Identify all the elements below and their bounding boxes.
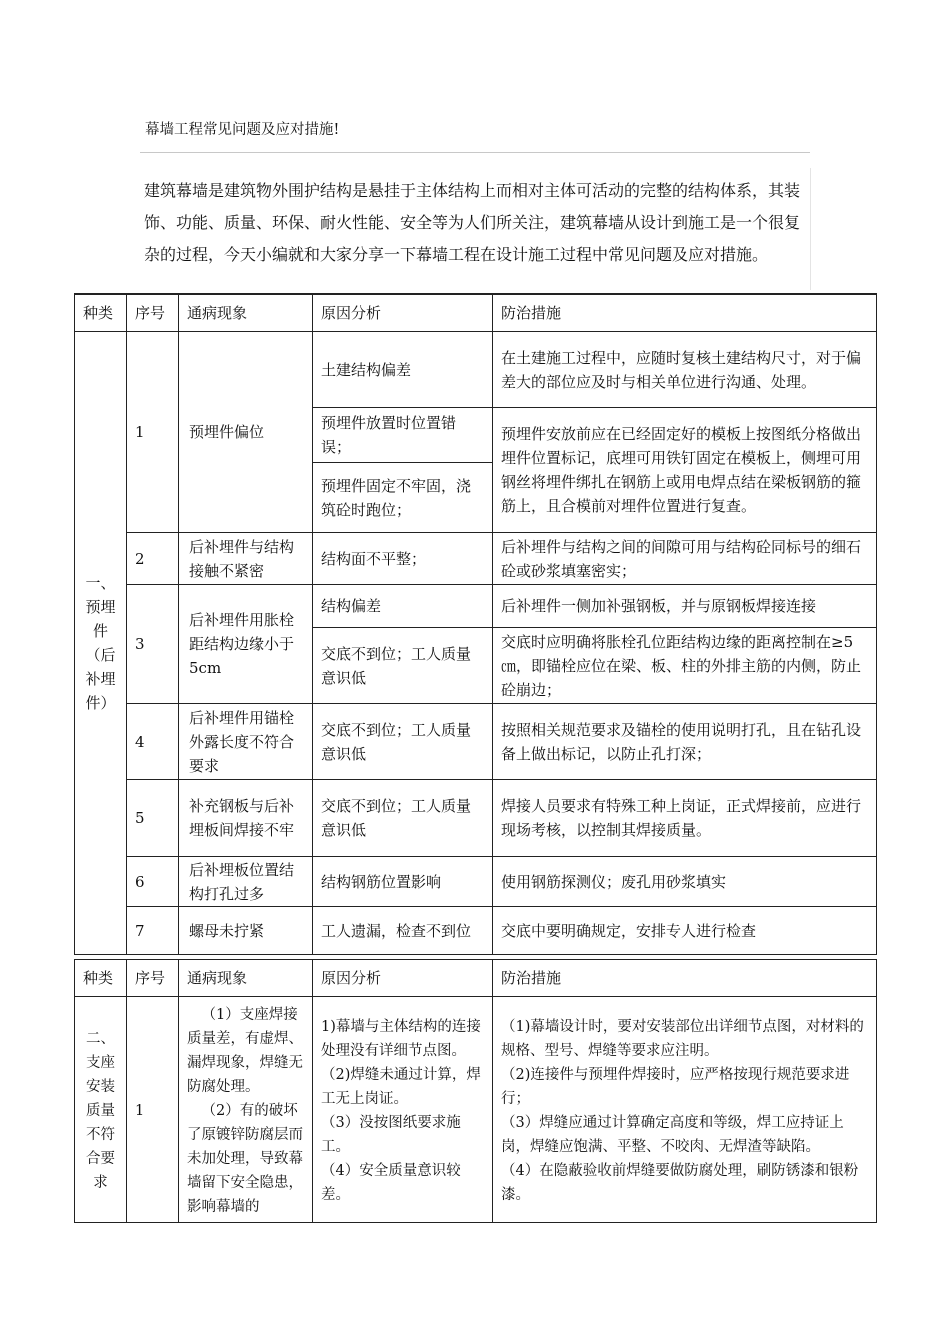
table-row [75, 907, 877, 955]
cause-cell: 交底不到位；工人质量意识低 [313, 780, 493, 857]
measure-cell: 使用钢筋探测仪；废孔用砂浆填实 [493, 857, 877, 907]
cause-cell [313, 997, 493, 1223]
defect-cell: 后补埋件用胀栓距结构边缘小于 5cm [179, 585, 313, 704]
row-number: 6 [127, 857, 179, 907]
table-row [75, 332, 877, 408]
measure-item: （4）在隐蔽验收前焊缝要做防腐处理，刷防锈漆和银粉漆。 [501, 1162, 859, 1203]
row-number: 7 [127, 907, 179, 955]
category-cell: 一、预埋件（后补埋件） [75, 332, 127, 955]
defect-item: （2）有的破坏了原镀锌防腐层而未加处理，导致幕墙留下安全隐患，影响幕墙的 [187, 1102, 303, 1215]
row-number: 1 [127, 997, 179, 1223]
cause-cell: 结构钢筋位置影响 [313, 857, 493, 907]
header-measure: 防治措施 [493, 960, 877, 997]
category-cell: 二、支座安装质量不符合要求 [75, 997, 127, 1223]
row-number: 1 [127, 332, 179, 533]
header-cause: 原因分析 [313, 294, 493, 332]
intro-paragraph: 建筑幕墙是建筑物外围护结构是悬挂于主体结构上而相对主体可活动的完整的结构体系，其装饰、功能、质量、环保、耐火性能、安全等为人们所关注，建筑幕墙从设计到施工是一个很复杂的过程，今天小编就和大家分享一下幕墙工程在设计施工过程中常见问题及应对措施。 [144, 181, 801, 264]
measure-cell: 交底时应明确将胀栓孔位距结构边缘的距离控制在≥5㎝，即锚栓应位在梁、板、柱的外排主筋的内侧，防止砼崩边； [493, 628, 877, 704]
defect-cell: 后补埋件与结构接触不紧密 [179, 533, 313, 585]
defect-cell: 补充钢板与后补埋板间焊接不牢 [179, 780, 313, 857]
cause-cell: 预埋件放置时位置错误； [313, 408, 493, 463]
measure-cell: 后补埋件与结构之间的间隙可用与结构砼同标号的细石砼或砂浆填塞密实； [493, 533, 877, 585]
cause-item: 1)幕墙与主体结构的连接处理没有详细节点图。 [321, 1018, 481, 1059]
header-kind: 种类 [75, 294, 127, 332]
measure-cell: 在土建施工过程中，应随时复核土建结构尺寸，对于偏差大的部位应及时与相关单位进行沟通、处理。 [493, 332, 877, 408]
document-title: 幕墙工程常见问题及应对措施! [145, 122, 340, 138]
header-defect: 通病现象 [179, 294, 313, 332]
measure-cell: 按照相关规范要求及锚栓的使用说明打孔，且在钻孔设备上做出标记，以防止孔打深； [493, 704, 877, 780]
defect-cell: 预埋件偏位 [179, 332, 313, 533]
cause-cell: 结构面不平整； [313, 533, 493, 585]
header-no: 序号 [127, 960, 179, 997]
defect-cell: 螺母未拧紧 [179, 907, 313, 955]
defect-cell: 后补埋件用锚栓外露长度不符合要求 [179, 704, 313, 780]
table-row [75, 857, 877, 907]
defects-table-section-1 [74, 293, 877, 955]
table-header-row [75, 294, 877, 332]
cause-cell: 工人遗漏，检查不到位 [313, 907, 493, 955]
defect-cell [179, 997, 313, 1223]
table-row [75, 533, 877, 585]
header-no: 序号 [127, 294, 179, 332]
measure-cell: 预埋件安放前应在已经固定好的模板上按图纸分格做出埋件位置标记，底埋可用铁钉固定在模板上，侧埋可用钢丝将埋件绑扎在钢筋上或用电焊点结在梁板钢筋的箍筋上，且合模前对埋件位置进行复查。 [493, 408, 877, 533]
row-number: 4 [127, 704, 179, 780]
cause-cell: 预埋件固定不牢固，浇筑砼时跑位； [313, 463, 493, 533]
measure-cell: 焊接人员要求有特殊工种上岗证，正式焊接前，应进行现场考核，以控制其焊接质量。 [493, 780, 877, 857]
table-header-row [75, 960, 877, 997]
measure-item: （1)幕墙设计时，要对安装部位出详细节点图，对材料的规格、型号、焊缝等要求应注明。 [501, 1018, 864, 1059]
measure-cell: 交底中要明确规定，安排专人进行检查 [493, 907, 877, 955]
cause-cell: 交底不到位；工人质量意识低 [313, 704, 493, 780]
cause-cell: 土建结构偏差 [313, 332, 493, 408]
defects-table-section-2 [74, 959, 877, 1223]
header-defect: 通病现象 [179, 960, 313, 997]
defect-cell: 后补埋板位置结构打孔过多 [179, 857, 313, 907]
table-row [75, 997, 877, 1223]
measure-cell [493, 997, 877, 1223]
row-number: 5 [127, 780, 179, 857]
cause-cell: 交底不到位；工人质量意识低 [313, 628, 493, 704]
measure-item: （3）焊缝应通过计算确定高度和等级，焊工应持证上岗，焊缝应饱满、平整、不咬肉、无焊渣等缺陷。 [501, 1114, 844, 1155]
measure-cell: 后补埋件一侧加补强钢板，并与原钢板焊接连接 [493, 585, 877, 628]
header-kind: 种类 [75, 960, 127, 997]
cause-item: （4）安全质量意识较差。 [321, 1162, 461, 1203]
table-row [75, 780, 877, 857]
title-divider [140, 152, 810, 153]
row-number: 2 [127, 533, 179, 585]
header-measure: 防治措施 [493, 294, 877, 332]
cause-item: （2)焊缝未通过计算，焊工无上岗证。 [321, 1066, 481, 1107]
header-cause: 原因分析 [313, 960, 493, 997]
table-row [75, 704, 877, 780]
row-number: 3 [127, 585, 179, 704]
defect-item: （1）支座焊接质量差，有虚焊、漏焊现象，焊缝无防腐处理。 [187, 1006, 303, 1095]
cause-item: （3）没按图纸要求施工。 [321, 1114, 461, 1155]
measure-item: （2)连接件与预埋件焊接时，应严格按现行规范要求进行； [501, 1066, 850, 1107]
cause-cell: 结构偏差 [313, 585, 493, 628]
table-row [75, 585, 877, 628]
